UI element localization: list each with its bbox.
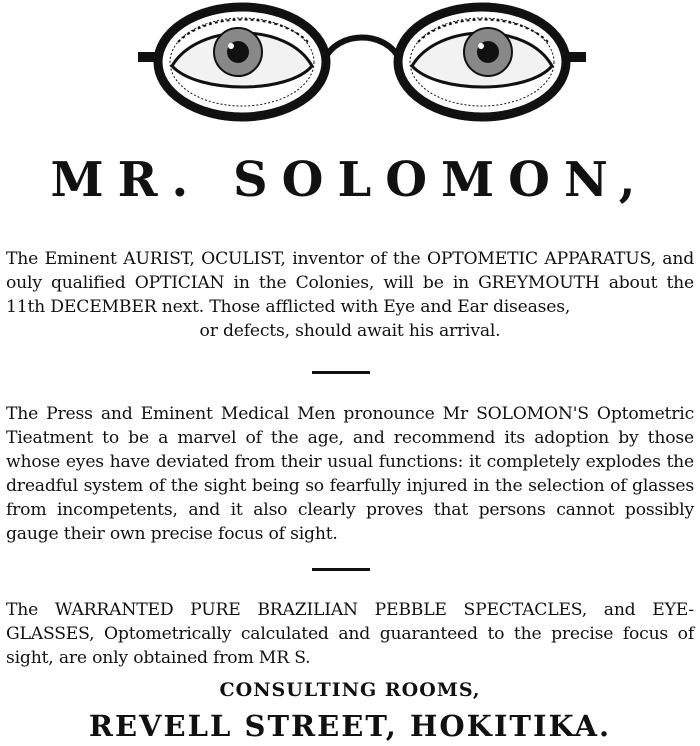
spectacles-paragraph: The WARRANTED PURE BRAZILIAN PEBBLE SPECTACLES, and EYE-GLASSES, Optometrically calculated and guaranteed to the precise focus of sight, are only obtained from MR S.: [6, 600, 694, 668]
divider-rule: [312, 568, 370, 571]
headline: MR. SOLOMON,: [50, 152, 650, 208]
announcement-paragraph: [6, 247, 694, 343]
spectacles-with-eyes-icon: [138, 2, 586, 130]
address-line: REVELL STREET, HOKITIKA.: [88, 709, 612, 743]
announcement-text: The Eminent AURIST, OCULIST, inventor of the OPTOMETIC APPARATUS, and ouly qualified OPTICIAN in the Colonies, will be in GREYMOUTH about the 11th DECEMBER next. Those afflicted with Eye and Ear diseases,: [6, 249, 694, 317]
testimonial-paragraph: The Press and Eminent Medical Men pronounce Mr SOLOMON'S Optometric Tieatment to be a marvel of the age, and recommend its adoption by those whose eyes have deviated from their usual functions: it completely explodes the dreadful system of the sight being so fearfully injured in the selection of glasses from incompetents, and it also clearly proves that persons cannot possibly gauge their own precise focus of sight.: [6, 404, 694, 544]
announcement-last-line: or defects, should await his arrival.: [199, 321, 501, 341]
divider-rule: [312, 371, 370, 374]
consulting-rooms-label: CONSULTING ROOMS,: [219, 679, 481, 701]
